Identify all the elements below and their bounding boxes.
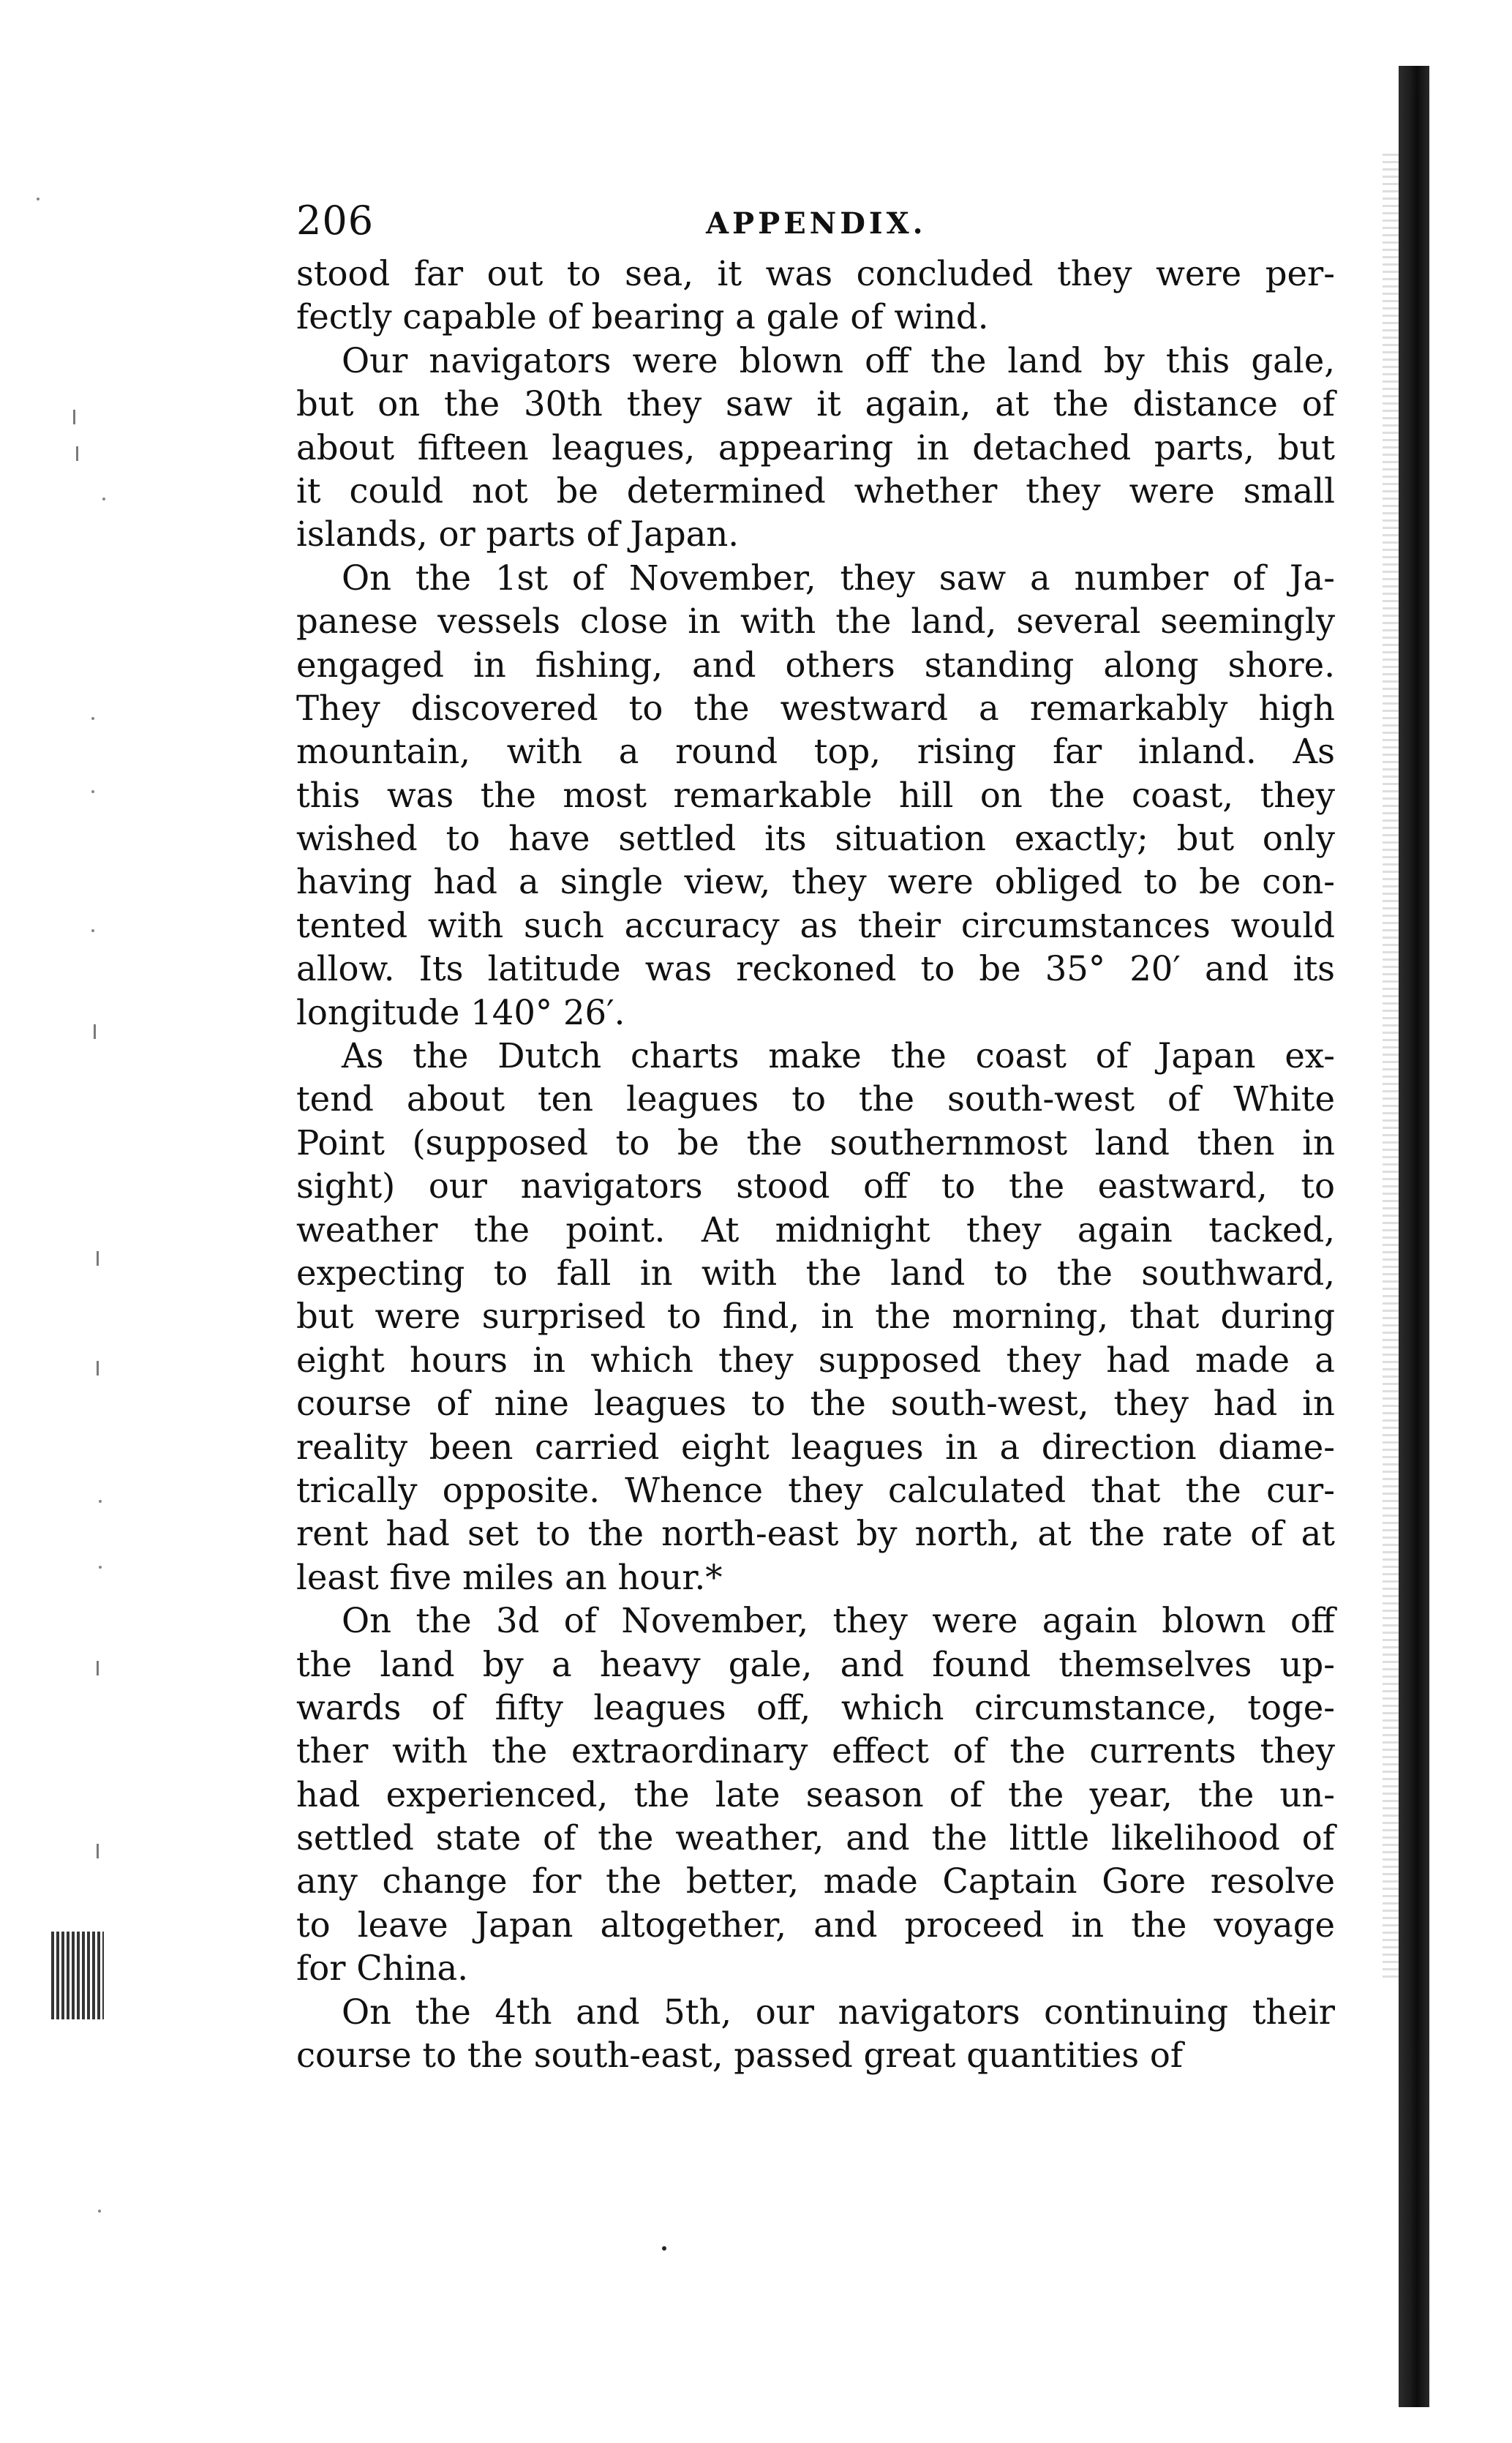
text-line: having had a single view, they were obliged to be con-: [296, 862, 1335, 902]
body-text: [296, 252, 1335, 2077]
paragraph: [296, 1599, 1335, 1991]
text-line: mountain, with a round top, rising far inland. As: [296, 732, 1335, 772]
text-line: sight) our navigators stood off to the eastward, to: [296, 1166, 1335, 1207]
text-line: As the Dutch charts make the coast of Japan ex-: [342, 1036, 1335, 1076]
text-line: but were surprised to find, in the morning, that during: [296, 1296, 1335, 1337]
text-line: On the 3d of November, they were again blown off: [342, 1601, 1335, 1641]
paragraph: [296, 1035, 1335, 1599]
paragraph: [296, 339, 1335, 557]
text-line: wished to have settled its situation exactly; but only: [296, 819, 1335, 859]
text-line: this was the most remarkable hill on the coast, they: [296, 775, 1335, 815]
text-line: allow. Its latitude was reckoned to be 35° 20′ and its: [296, 949, 1335, 989]
paragraph: [296, 1991, 1335, 2078]
text-line: least five miles an hour.*: [296, 1557, 723, 1597]
text-line: for China.: [296, 1948, 469, 1989]
text-line: stood far out to sea, it was concluded they were per-: [296, 254, 1335, 293]
text-line: tend about ten leagues to the south-west of White: [296, 1079, 1335, 1119]
text-line: the land by a heavy gale, and found themselves up-: [296, 1644, 1335, 1684]
text-line: but on the 30th they saw it again, at the distance of: [296, 384, 1335, 424]
paragraph: [296, 252, 1335, 339]
text-line: On the 1st of November, they saw a number of Ja-: [342, 558, 1335, 598]
text-line: expecting to fall in with the land to the southward,: [296, 1253, 1335, 1293]
text-line: eight hours in which they supposed they had made a: [296, 1340, 1335, 1380]
paragraph: [296, 557, 1335, 1035]
running-head: APPENDIX.: [706, 206, 927, 241]
text-line: weather the point. At midnight they again tacked,: [296, 1209, 1335, 1250]
text-line: wards of fifty leagues off, which circumstance, toge-: [296, 1687, 1335, 1727]
text-line: about fifteen leagues, appearing in detached parts, but: [296, 427, 1335, 468]
text-line: Our navigators were blown off the land by this gale,: [342, 340, 1335, 380]
text-line: course of nine leagues to the south-west, they had in: [296, 1384, 1335, 1424]
text-line: tented with such accuracy as their circumstances would: [296, 905, 1335, 945]
text-line: settled state of the weather, and the little likelihood of: [296, 1818, 1335, 1858]
text-line: course to the south-east, passed great quantities of: [296, 2035, 1184, 2076]
text-line: On the 4th and 5th, our navigators continuing their: [342, 1992, 1335, 2032]
page-number: 206: [296, 198, 375, 244]
text-line: Point (supposed to be the southernmost land then in: [296, 1122, 1335, 1163]
scan-margin-artifacts: [29, 190, 154, 2166]
text-line: They discovered to the westward a remarkably high: [296, 688, 1335, 728]
page-header: [296, 199, 1320, 258]
text-line: ther with the extraordinary effect of the currents they: [296, 1731, 1335, 1771]
page-edge-shadow: [1399, 66, 1429, 2407]
text-line: to leave Japan altogether, and proceed in the voyage: [296, 1905, 1335, 1945]
text-line: it could not be determined whether they were small: [296, 470, 1335, 511]
text-line: islands, or parts of Japan.: [296, 514, 740, 555]
text-line: had experienced, the late season of the year, the un-: [296, 1774, 1335, 1815]
text-line: longitude 140° 26′.: [296, 992, 625, 1032]
text-line: rent had set to the north-east by north, at the rate of at: [296, 1514, 1335, 1554]
text-line: any change for the better, made Captain Gore resolve: [296, 1861, 1335, 1902]
text-line: panese vessels close in with the land, several seemingly: [296, 601, 1335, 642]
text-line: fectly capable of bearing a gale of wind.: [296, 297, 989, 337]
text-line: trically opposite. Whence they calculated that the cur-: [296, 1470, 1335, 1510]
text-line: reality been carried eight leagues in a direction diame-: [296, 1427, 1335, 1467]
scan-dot: [662, 2246, 666, 2251]
text-line: engaged in fishing, and others standing along shore.: [296, 645, 1335, 685]
